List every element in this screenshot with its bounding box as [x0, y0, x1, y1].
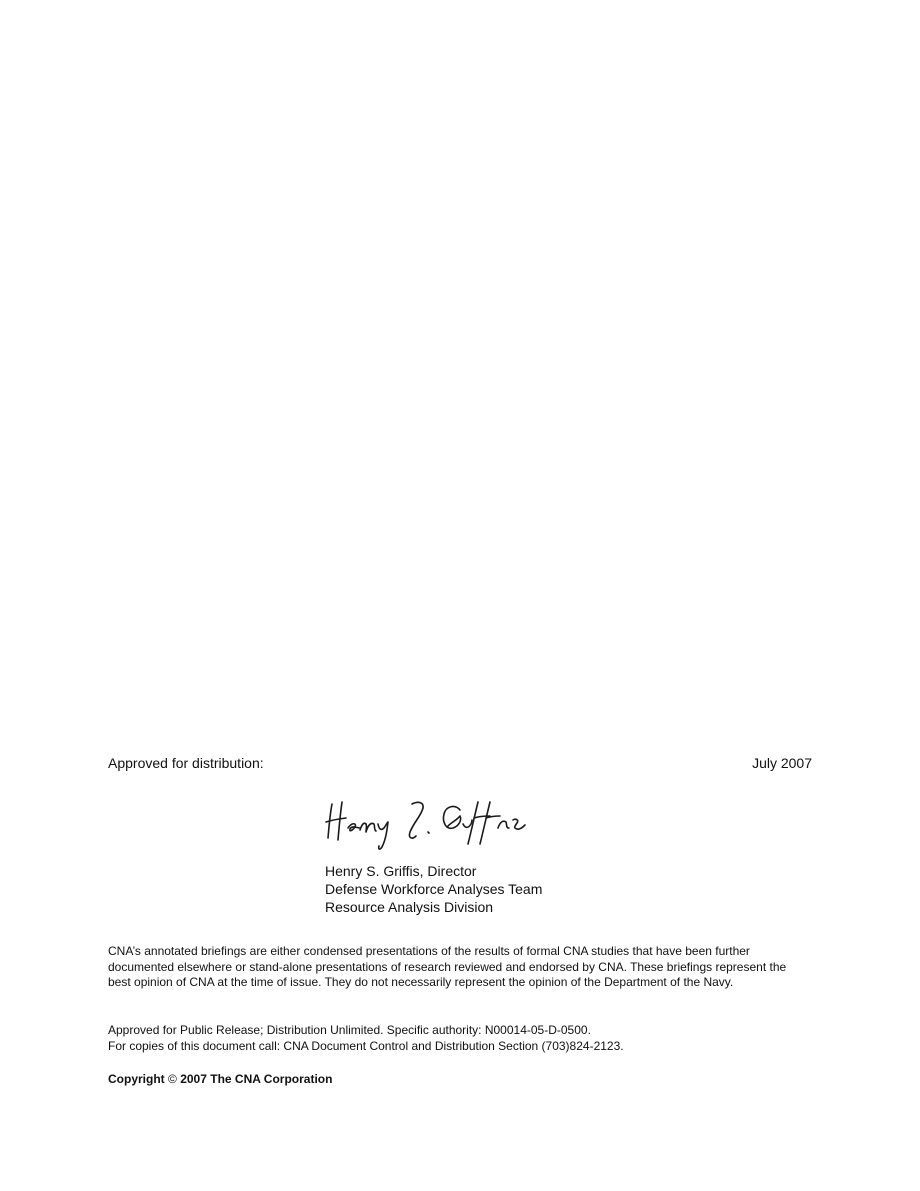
approval-row: [108, 754, 812, 774]
signer-team: Defense Workforce Analyses Team: [325, 881, 543, 897]
signer-division: Resource Analysis Division: [325, 899, 494, 915]
approval-date: July 2007: [752, 755, 812, 771]
release-statement: Approved for Public Release; Distribution Unlimited. Specific authority: N00014-05-D-0500.: [108, 1023, 591, 1037]
copyright-suffix: 2007 The CNA Corporation: [180, 1072, 333, 1086]
disclaimer-paragraph: CNA’s annotated briefings are either condensed presentations of the results of formal CNA studies that have been further documented elsewhere or stand-alone presentations of research reviewed and endorsed by CNA. These briefings represent the best opinion of CNA at the time of issue. They do not necessarily represent the opinion of the Department of the Navy.: [108, 944, 787, 989]
approval-label: Approved for distribution:: [108, 755, 264, 771]
copies-contact: For copies of this document call: CNA Document Control and Distribution Section (703)824-2123.: [108, 1038, 624, 1053]
signer-block: [325, 862, 745, 916]
copyright-prefix: Copyright: [108, 1072, 165, 1086]
release-block: [108, 1023, 812, 1054]
copyright-symbol: ©: [168, 1072, 177, 1086]
copyright-notice: [108, 1072, 332, 1087]
signer-name-title: Henry S. Griffis, Director: [325, 863, 477, 879]
handwritten-signature: [320, 792, 545, 856]
